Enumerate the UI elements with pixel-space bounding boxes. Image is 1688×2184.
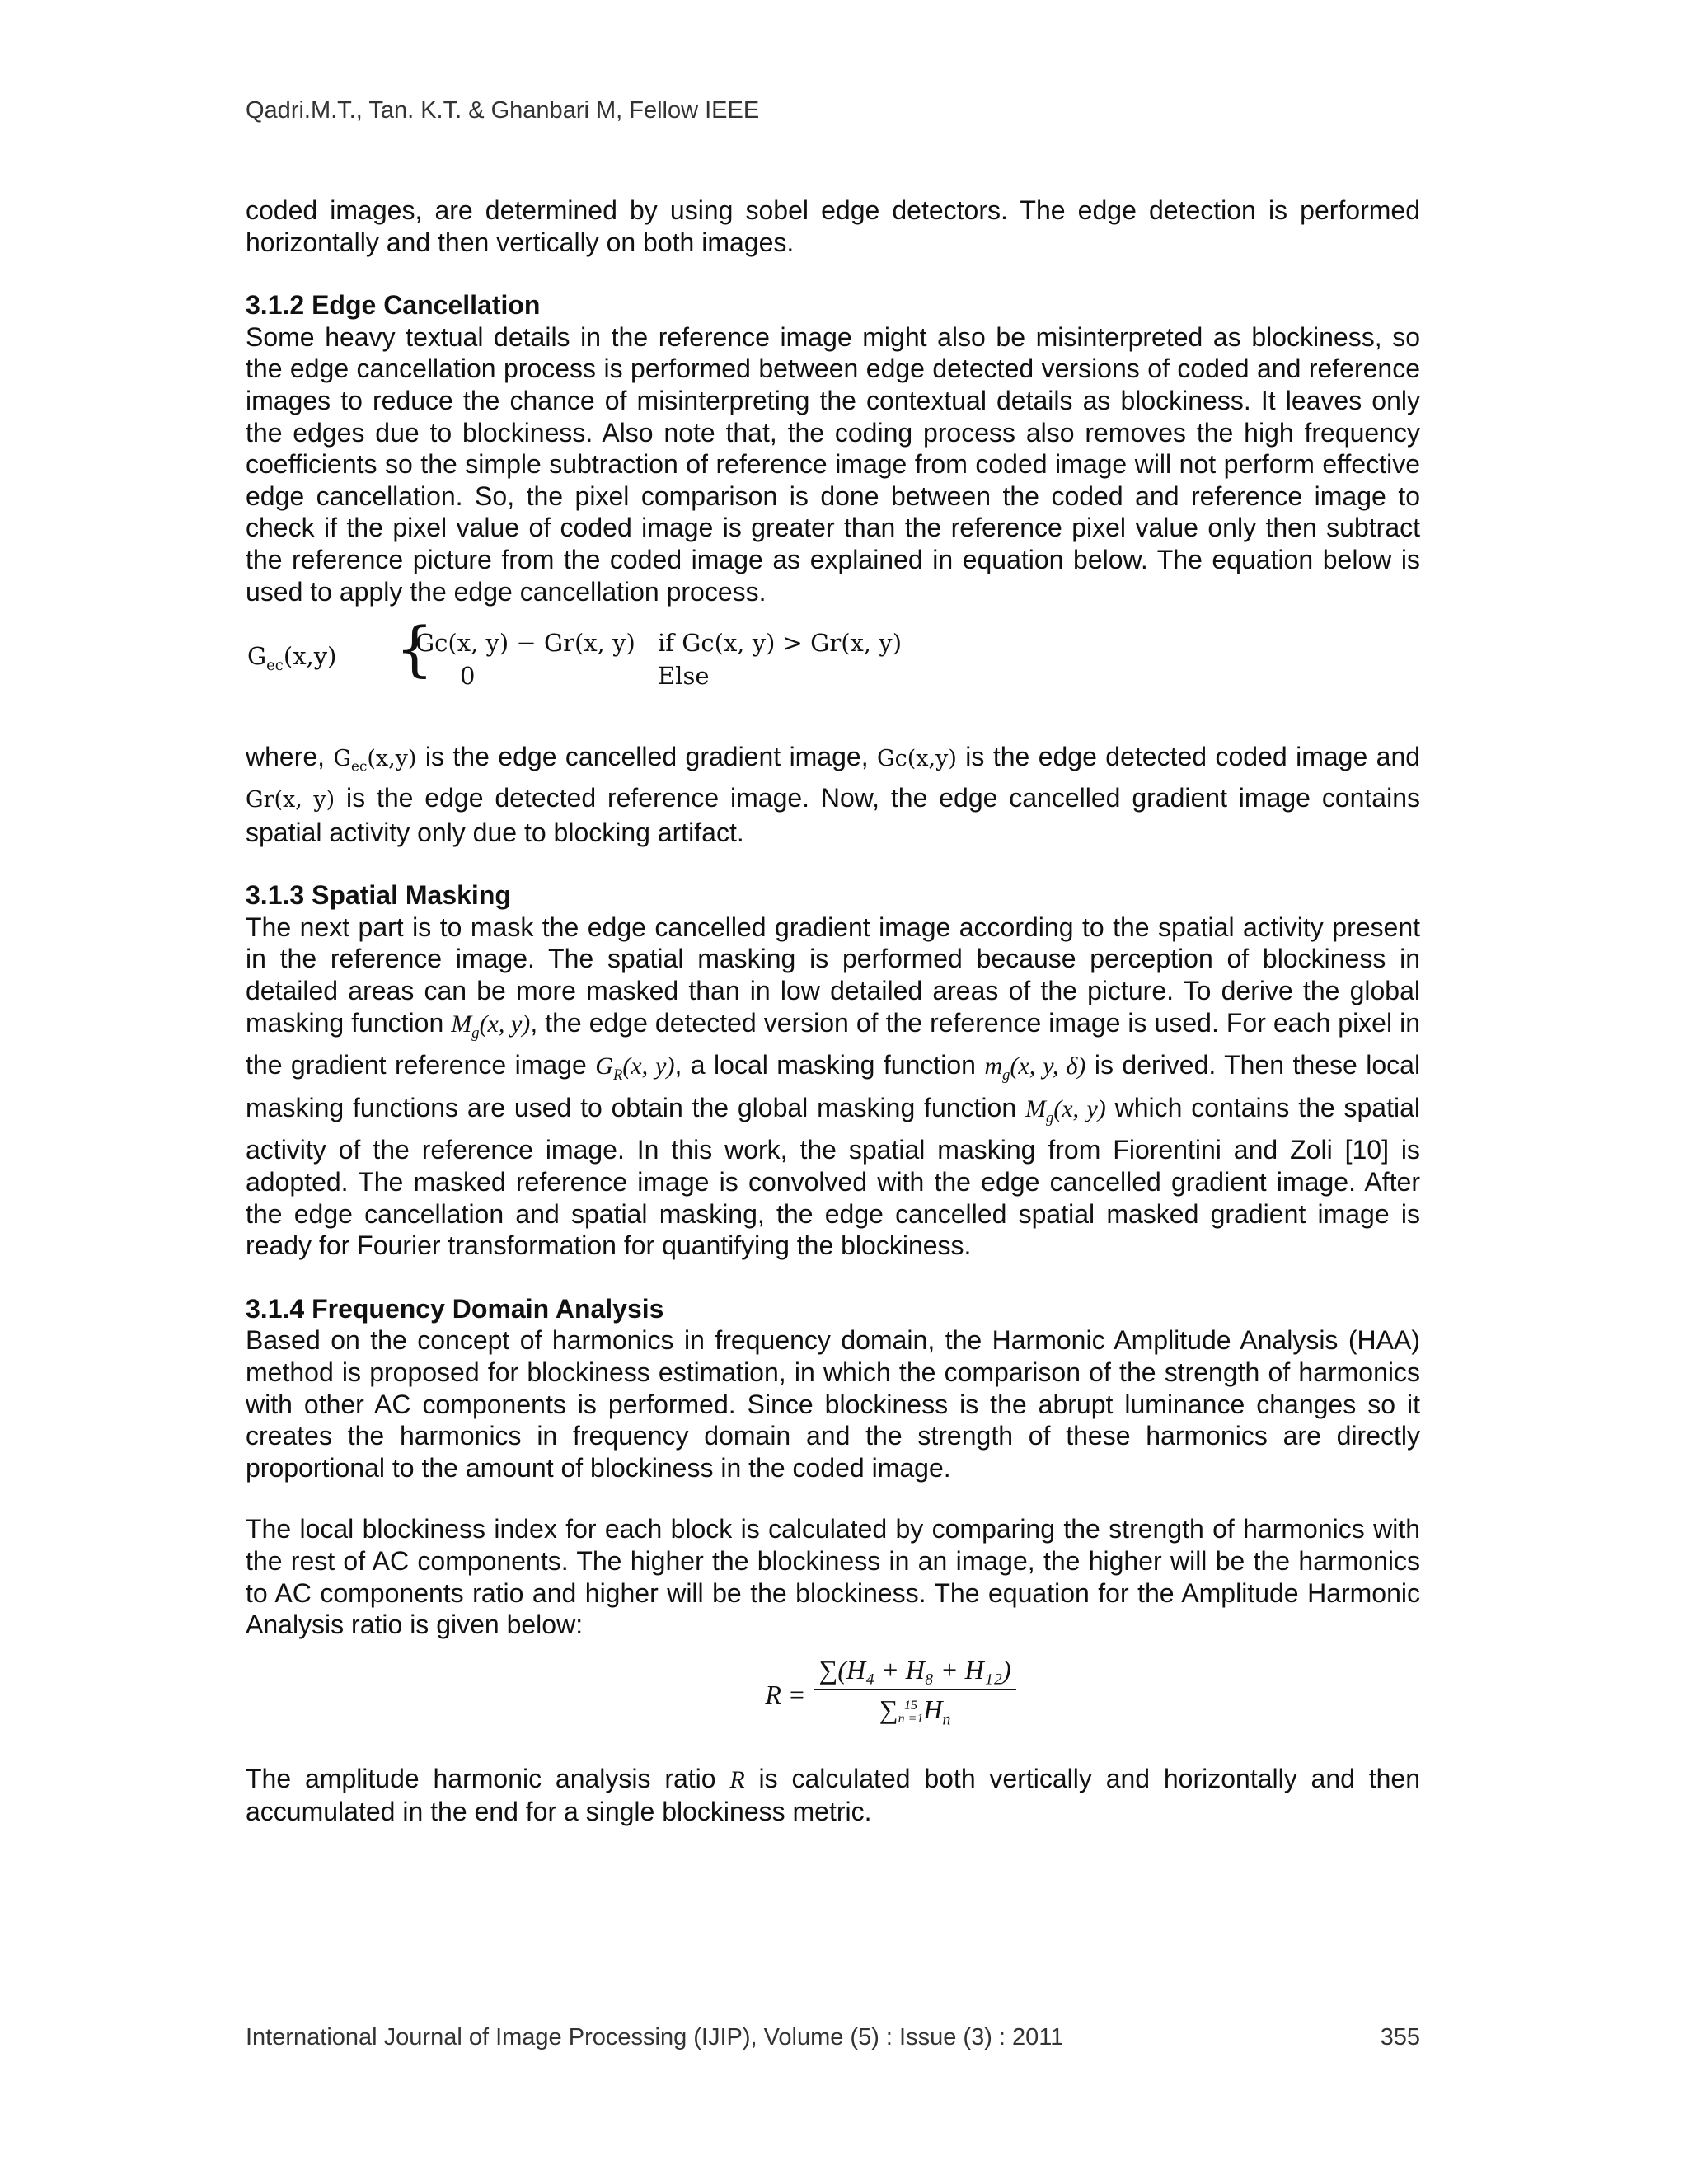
section-3-1-3-title: 3.1.3 Spatial Masking (246, 880, 511, 911)
equation-condition-1: if Gc(x, y) > Gr(x, y) (658, 629, 903, 658)
ratio-lhs: R = (765, 1680, 806, 1710)
section-3-1-2-title: 3.1.2 Edge Cancellation (246, 290, 541, 321)
equation-case-1: Gc(x, y) − Gr(x, y) (415, 629, 635, 658)
haa-ratio-equation (246, 1654, 1420, 1743)
inline-math-mg-2: $M_g(x$, y) (1025, 1094, 1106, 1127)
ratio-numerator: ∑(H₄ + H₈ + H₁₂) (814, 1654, 1016, 1691)
inline-math-r: R (729, 1765, 745, 1793)
equation-case-2: 0 (460, 662, 476, 691)
inline-math-local-mg: $m_g(x$, y, δ) (984, 1052, 1086, 1085)
frequency-analysis-paragraph-2: The local blockiness index for each block is calculated by comparing the strength of harmonics with the rest of AC components. The higher the blockiness in an image, the higher will be the harmonics to AC components ratio and higher will be the blockiness. The equation for the Amplitude Harmonic Analysis ratio is given below: (246, 1514, 1420, 1640)
equation-condition-2: Else (658, 662, 710, 691)
inline-math-mg: $M_g(x$, y) (451, 1010, 531, 1042)
equation-lhs: $G_{ec}(x,y)$ (247, 642, 337, 674)
section-3-1-4-title: 3.1.4 Frequency Domain Analysis (246, 1293, 664, 1324)
edge-cancellation-paragraph: Some heavy textual details in the reference image might also be misinterpreted as blockiness, so the edge cancellation process is performed between edge detected versions of coded and reference images to reduce the chance of misinterpreting the contextual details as blockiness. It leaves only the edges due to blockiness. Also note that, the coding process also removes the high frequency coefficients so the simple subtraction of reference image from coded image will not perform effective edge cancellation. So, the pixel comparison is done between the coded and reference image to check if the pixel value of coded image is greater than the reference pixel value only then subtract the reference picture from the coded image as explained in equation below. The equation below is used to apply the edge cancellation process. (246, 321, 1420, 607)
intro-paragraph: coded images, are determined by using sobel edge detectors. The edge detection is performed horizontally and then vertically on both images. (246, 195, 1420, 257)
ratio-denominator: ∑ 15 n =1 $H_n$ (879, 1694, 951, 1729)
running-header: Qadri.M.T., Tan. K.T. & Ghanbari M, Fellow IEEE (246, 97, 760, 124)
inline-math-gec: $G_{ec}(x,y)$ (333, 746, 417, 775)
journal-citation: International Journal of Image Processing (IJIP), Volume (5) : Issue (3) : 2011 (246, 2024, 1064, 2050)
inline-math-gr: Gr(x, y) (246, 787, 335, 813)
frequency-analysis-paragraph-3: The amplitude harmonic analysis ratio R is calculated both vertically and horizontally and then accumulated in the end for a single blockiness metric. (246, 1763, 1421, 1827)
left-brace-symbol: { (396, 614, 434, 684)
spatial-masking-paragraph: The next part is to mask the edge cancelled gradient image according to the spatial activity present in the reference image. The spatial masking is performed because perception of blockiness in detailed areas can be more masked than in low detailed areas of the picture. To derive the global masking function $M_g(x$, y), the edge detected version of the reference image is used. For each pixel in the gradient reference image $G_R(x$, y), a local masking function $m_g(x$, y, δ) is derived. Then these local masking functions are used to obtain the global masking function $M_g(x$, y) which contains the spatial activity of the reference image. In this work, the spatial masking from Fiorentini and Zoli [10] is adopted. The masked reference image is convolved with the edge cancelled gradient image. After the edge cancellation and spatial masking, the edge cancelled spatial masked gradient image is ready for Fourier transformation for quantifying the blockiness. (246, 912, 1421, 1261)
frequency-analysis-paragraph-1: Based on the concept of harmonics in frequency domain, the Harmonic Amplitude Analysis (HAA) method is proposed for blockiness estimation, in which the comparison of the strength of harmonics with other AC components is performed. Since blockiness is the abrupt luminance changes so it creates the harmonics in frequency domain and the strength of these harmonics are directly proportional to the amount of blockiness in the coded image. (246, 1325, 1420, 1483)
inline-math-gc: Gc(x,y) (877, 746, 957, 772)
inline-math-gr-ref: $G_R(x$, y) (595, 1052, 675, 1085)
edge-cancellation-equation (246, 614, 1420, 731)
where-paragraph: where, $G_{ec}(x,y)$ is the edge cancelled gradient image, Gc(x,y) is the edge detected coded image and Gr(x, y) is the edge detected reference image. Now, the edge cancelled gradient image contains spatial activity only due to blocking artifact. (246, 742, 1421, 847)
page-body (246, 194, 1420, 1828)
page-footer (246, 2024, 1420, 2051)
page-number: 355 (1380, 2024, 1420, 2050)
